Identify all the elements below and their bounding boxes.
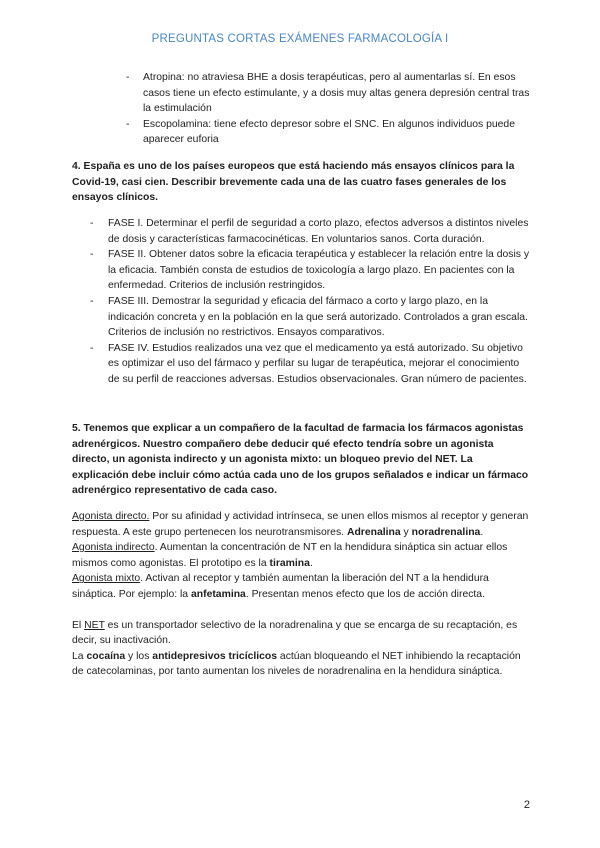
drug-list: [72, 70, 532, 148]
list-item: - Atropina: no atraviesa BHE a dosis terapéuticas, pero al aumentarlas sí. En esos casos tiene un efecto estimulante, y a dosis muy altas genera depresión central tras la estimulación: [72, 70, 532, 117]
net-label: NET: [84, 619, 105, 631]
page-header: PREGUNTAS CORTAS EXÁMENES FARMACOLOGÍA I: [151, 33, 449, 45]
agonista-directo-paragraph: Agonista directo. Por su afinidad y actividad intrínseca, se unen ellos mismos al receptor y generan respuesta. A este grupo pertenecen los neurotransmisores. Adrenalina y noradrenalina.: [72, 511, 529, 538]
list-item: - FASE II. Obtener datos sobre la eficacia terapéutica y establecer la relación entre la dosis y la eficacia. También consta de estudios de toxicología a largo plazo. En pacientes con la enfermedad. Criterios de inclusión restringidos.: [72, 247, 532, 294]
agonista-mixto-label: Agonista mixto: [72, 573, 141, 585]
question-5-block: [72, 421, 532, 499]
content-list-1: [72, 70, 532, 148]
question-5: 5. Tenemos que explicar a un compañero de la facultad de farmacia los fármacos agonistas adrenérgicos. Nuestro compañero debe deducir qué efecto tendría sobre un agonista directo, un agonista indirecto y un agonista mixto: un bloqueo previo del NET. La explicación debe incluir cómo actúa cada uno de los grupos señalados e indicar un fármaco adrenérgico representativo de cada caso.: [72, 423, 529, 497]
agonista-indirecto-paragraph: Agonista indirecto. Aumentan la concentración de NT en la hendidura sináptica sin actuar ellos mismos como agonistas. El prototipo es la tiramina.: [72, 542, 508, 569]
phases-list-block: [72, 216, 532, 388]
list-item: - FASE I. Determinar el perfil de seguridad a corto plazo, efectos adversos a distintos niveles de dosis y características farmacocinéticas. En voluntarios sanos. Corta duración.: [72, 216, 532, 247]
list-item: - FASE IV. Estudios realizados una vez que el medicamento ya está autorizado. Su objetivo es optimizar el uso del fármaco y perfilar su lugar de terapéutica, mejorar el conocimiento de su perfil de reacciones adversas. Estudios observacionales. Gran número de pacientes.: [72, 341, 532, 388]
list-item: - Escopolamina: tiene efecto depresor sobre el SNC. En algunos individuos puede aparecer euforia: [72, 117, 532, 148]
question-4-block: [72, 159, 532, 206]
agonista-directo-label: Agonista directo.: [72, 511, 150, 522]
page-number: 2: [523, 799, 530, 811]
phases-list: [72, 216, 532, 388]
answer-5-block: [72, 509, 532, 680]
cocaina-paragraph: La cocaína y los antidepresivos tricíclicos actúan bloqueando el NET inhibiendo la recaptación de catecolaminas, por tanto aumentan los niveles de noradrenalina en la hendidura sináptica.: [72, 650, 521, 678]
agonista-indirecto-label: Agonista indirecto: [72, 542, 155, 554]
list-item: - FASE III. Demostrar la seguridad y eficacia del fármaco a corto y largo plazo, en la indicación concreta y en la población en la que será autorizado. Controlados a gran escala. Criterios de inclusión no restrictivos. Ensayos comparativos.: [72, 294, 532, 341]
agonista-mixto-paragraph: Agonista mixto. Activan al receptor y también aumentan la liberación del NT a la hendidura sináptica. Por ejemplo: la anfetamina. Presentan menos efecto que los de acción directa.: [72, 573, 489, 600]
net-paragraph: El NET es un transportador selectivo de la noradrenalina y que se encarga de su recaptación, es decir, su inactivación.: [72, 619, 518, 647]
question-4: 4. España es uno de los países europeos que está haciendo más ensayos clínicos para la Covid-19, casi cien. Describir brevemente cada una de las cuatro fases generales de los ensayos clínicos.: [72, 161, 515, 204]
